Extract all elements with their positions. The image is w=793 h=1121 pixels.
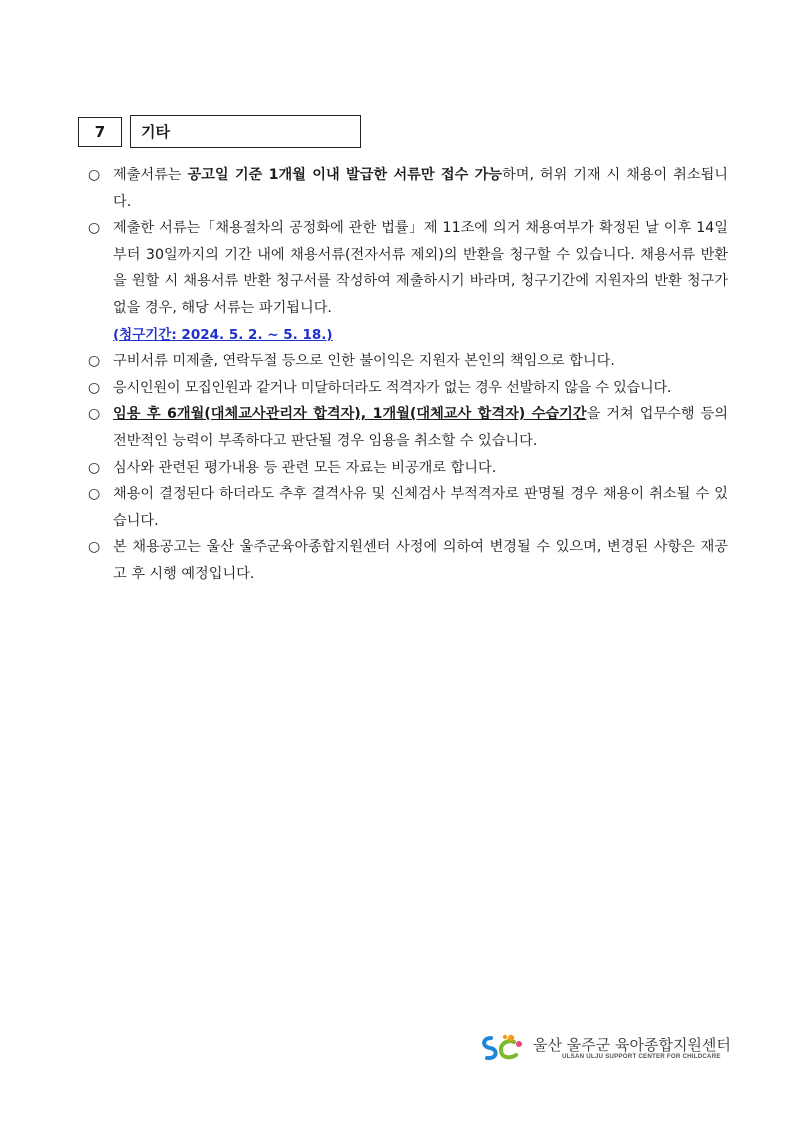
list-item: ○ 응시인원이 모집인원과 같거나 미달하더라도 적격자가 없는 경우 선발하지 않을 수 있습니다. — [88, 375, 728, 402]
list-item: ○ 제출서류는 공고일 기준 1개월 이내 발급한 서류만 접수 가능하며, 허위 기재 시 채용이 취소됩니다. — [88, 162, 728, 215]
bullet-icon: ○ — [88, 353, 101, 370]
bullet-icon: ○ — [88, 167, 101, 183]
notice-list — [88, 162, 728, 588]
bullet-icon: ○ — [88, 459, 101, 476]
list-item: ○ 심사와 관련된 평가내용 등 관련 모든 자료는 비공개로 합니다. — [88, 455, 728, 482]
bullet-icon: ○ — [88, 406, 101, 423]
logo-subtitle: ULSAN ULJU SUPPORT CENTER FOR CHILDCARE — [562, 1053, 721, 1060]
section-number: 7 — [78, 117, 122, 147]
list-item: ○ 임용 후 6개월(대체교사관리자 합격자), 1개월(대체교사 합격자) 수습기간을 거쳐 업무수행 등의 전반적인 능력이 부족하다고 판단될 경우 임용을 취소할 수 있습니다. — [88, 401, 728, 454]
claim-period: (청구기간: 2024. 5. 2. ~ 5. 18.) — [113, 326, 333, 343]
list-item: ○ 구비서류 미제출, 연락두절 등으로 인한 불이익은 지원자 본인의 책임으로 합니다. — [88, 348, 728, 375]
probation-text: 임용 후 6개월(대체교사관리자 합격자), 1개월(대체교사 합격자) 수습기간 — [113, 406, 587, 423]
list-item: ○ 제출한 서류는「채용절차의 공정화에 관한 법률」제 11조에 의거 채용여부가 확정된 날 이후 14일부터 30일까지의 기간 내에 채용서류(전자서류 제외)의 반환을 청구할 수 있습니다. 채용서류 반환을 원할 시 채용서류 반환 청구서를 작성하여 제출하시기 바라며, 청구기간에 지원자의 반환 청구가 없을 경우, 해당 서류는 파기됩니다. (청구기간: 2024. 5. 2. ~ 5. 18.) — [88, 215, 728, 348]
list-item: ○ 채용이 결정된다 하더라도 추후 결격사유 및 신체검사 부적격자로 판명될 경우 채용이 취소될 수 있습니다. — [88, 481, 728, 534]
logo-name: 울산 울주군 육아종합지원센터 — [533, 1036, 731, 1054]
bullet-icon: ○ — [88, 486, 101, 503]
bullet-icon: ○ — [88, 539, 101, 556]
bullet-icon: ○ — [88, 379, 101, 396]
section-title: 기타 — [130, 115, 361, 148]
logo-mark-icon — [478, 1033, 524, 1063]
emphasis-text: 공고일 기준 1개월 이내 발급한 서류만 접수 가능 — [187, 167, 503, 183]
list-item: ○ 본 채용공고는 울산 울주군육아종합지원센터 사정에 의하여 변경될 수 있으며, 변경된 사항은 재공고 후 시행 예정입니다. — [88, 534, 728, 587]
bullet-icon: ○ — [88, 220, 101, 237]
center-logo — [478, 1033, 731, 1065]
